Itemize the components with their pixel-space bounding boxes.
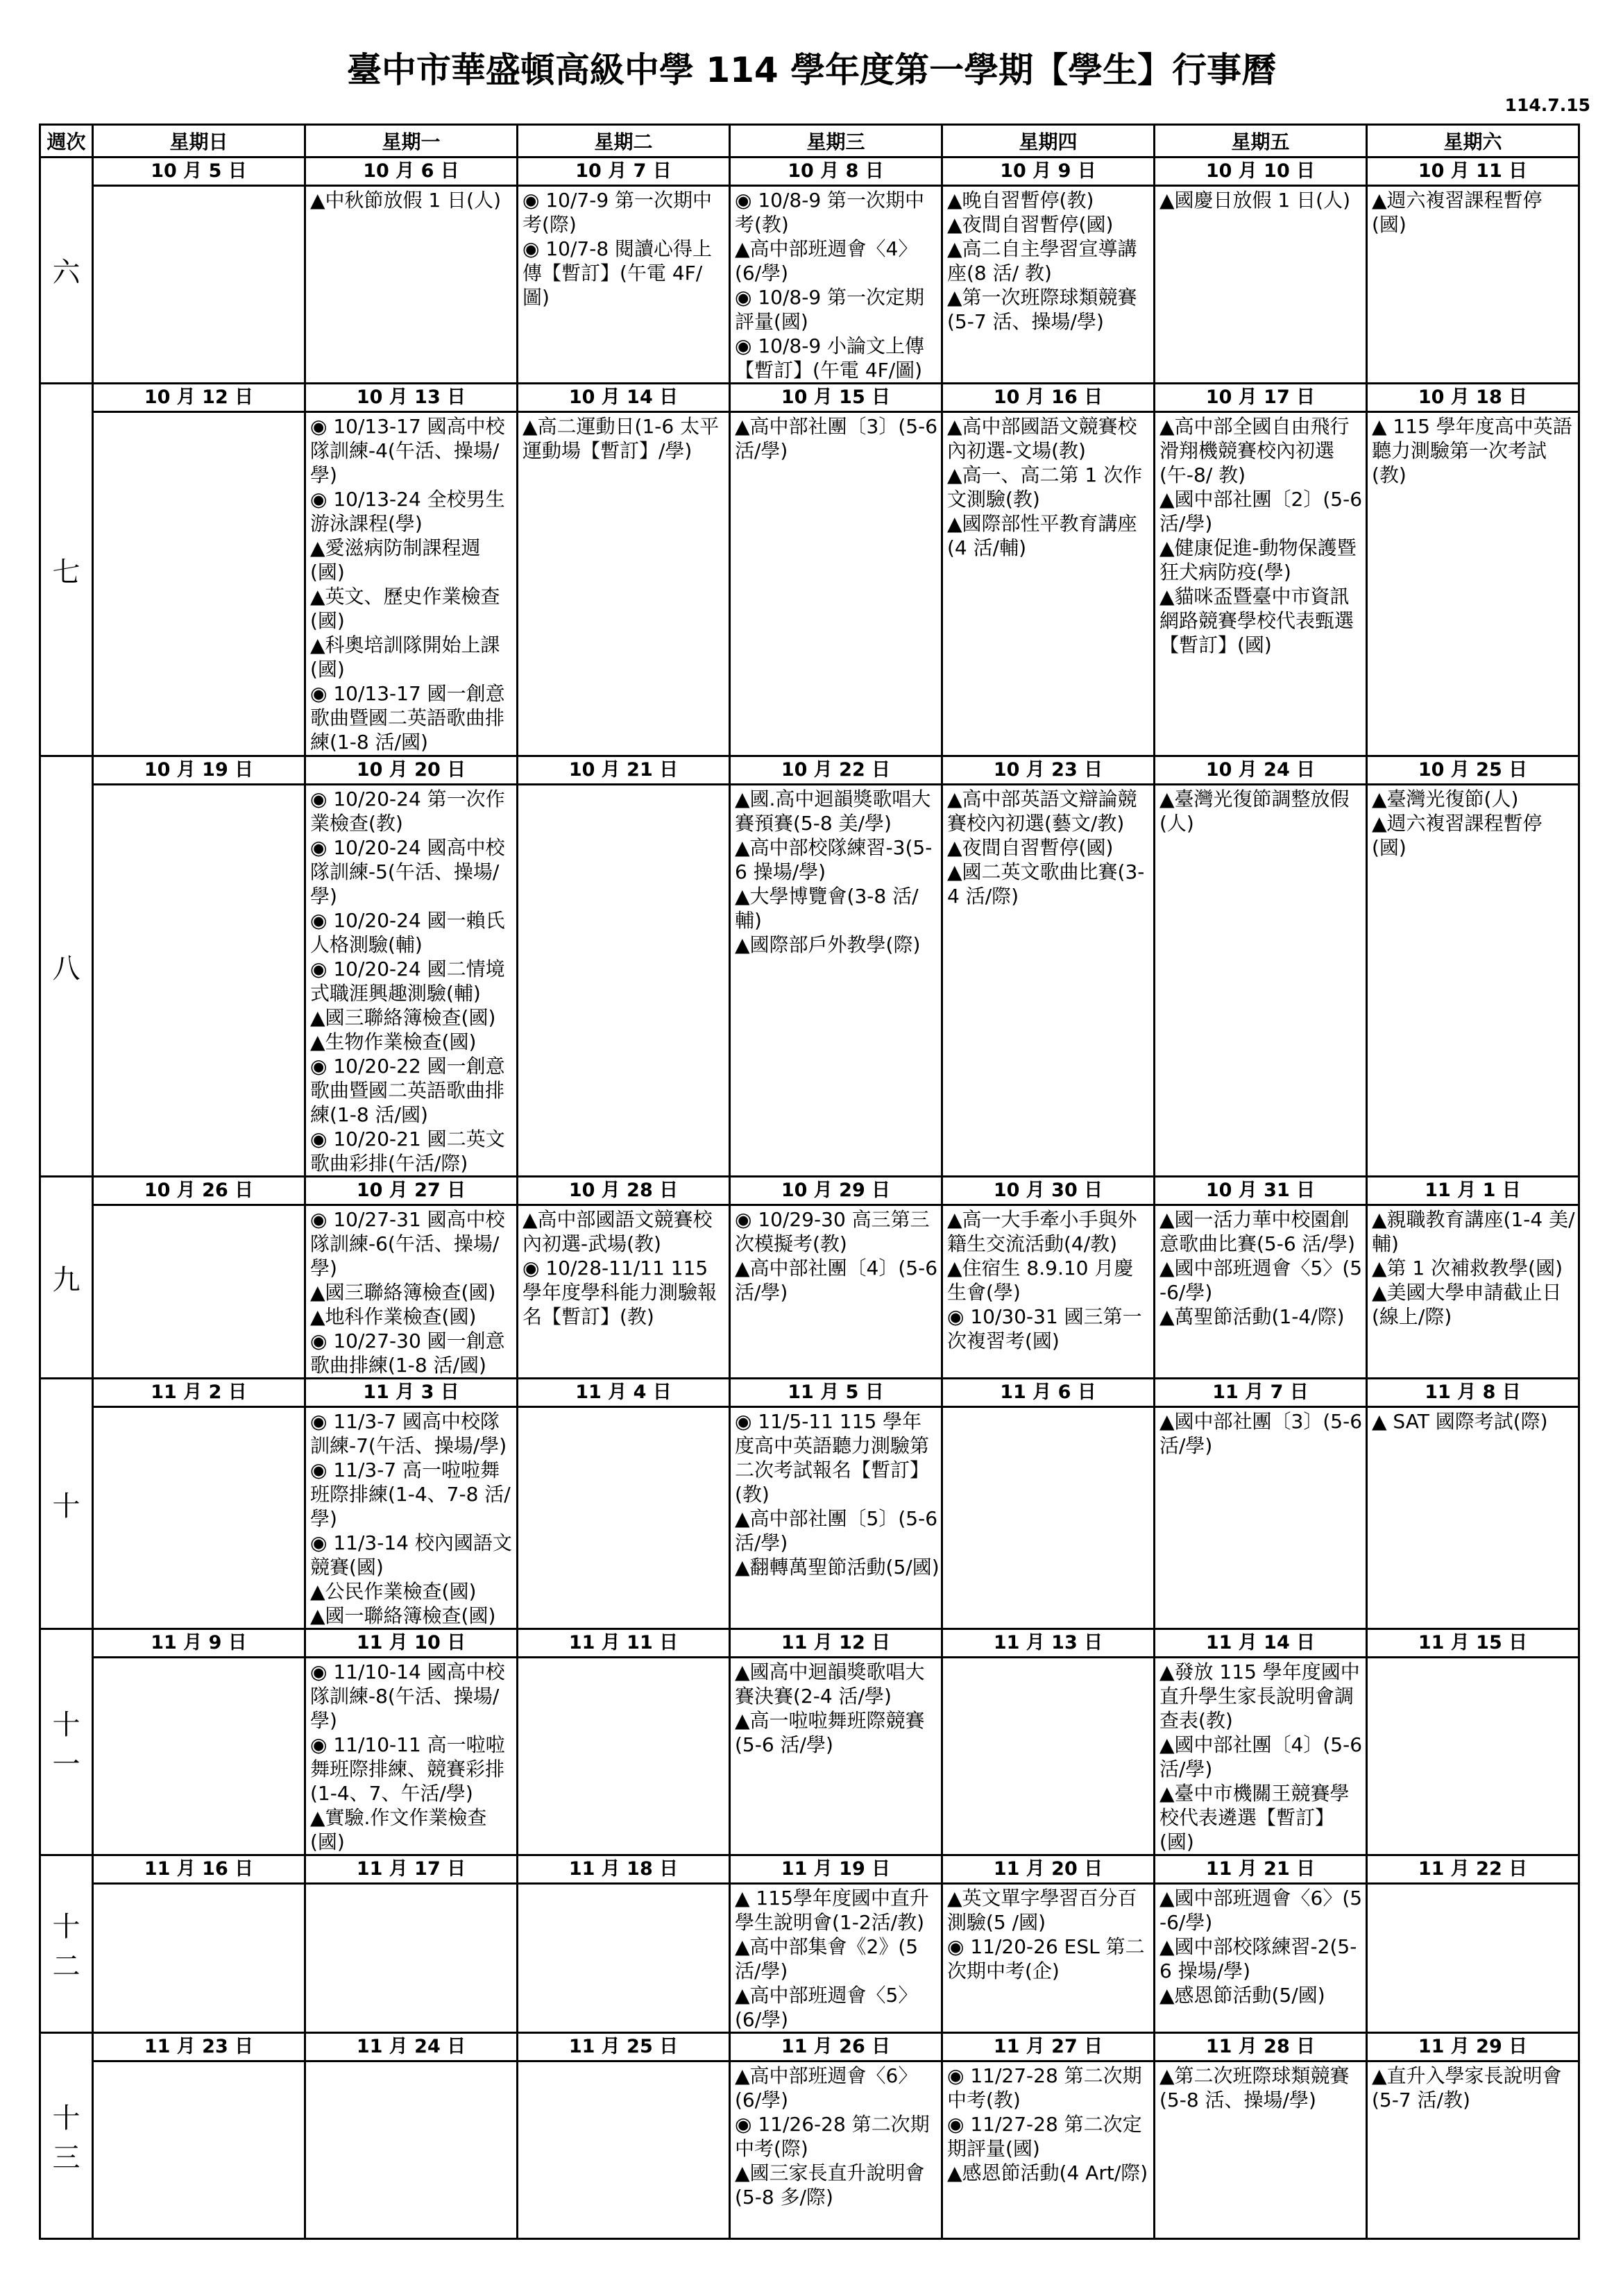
event-item: ◉ 10/8-9 小論文上傳【暫訂】(午電 4F/圖) (735, 334, 925, 382)
event-item: ▲國中部班週會〈6〉(5-6/學) (1159, 1887, 1363, 1934)
date-cell-sun: 10 月 5 日 (93, 158, 305, 186)
event-cell-sun (93, 412, 305, 756)
event-cell-mon (305, 785, 518, 1177)
event-item: ▲ SAT 國際考試(際) (1372, 1410, 1548, 1433)
event-item: ◉ 11/10-11 高一啦啦舞班際排練、競賽彩排(1-4、7、午活/學) (310, 1733, 505, 1805)
event-item: ▲臺灣光復節調整放假(人) (1159, 788, 1350, 835)
event-item: ▲高中部社團〔3〕(5-6 活/學) (735, 415, 938, 462)
event-cell-tue (518, 1884, 730, 2033)
date-row (40, 1855, 1579, 1884)
event-cell-sun (93, 1407, 305, 1629)
event-item: ▲國三聯絡簿檢查(國) (310, 1006, 496, 1029)
event-item: ▲高中部集會《2》(5 活/學) (735, 1935, 919, 1982)
event-item: ◉ 10/20-24 國一賴氏人格測驗(輔) (310, 909, 505, 956)
date-cell-wed: 11 月 12 日 (730, 1629, 942, 1658)
date-cell-mon: 10 月 6 日 (305, 158, 518, 186)
event-item: ◉ 10/20-21 國二英文歌曲彩排(午活/際) (310, 1128, 505, 1175)
date-row (40, 1379, 1579, 1407)
event-row (40, 785, 1579, 1177)
event-item: ▲國中部社團〔4〕(5-6 活/學) (1159, 1733, 1363, 1780)
event-cell-fri (1155, 2061, 1367, 2239)
event-cell-sun (93, 785, 305, 1177)
event-item: ▲週六複習課程暫停(國) (1372, 812, 1543, 859)
event-cell-thu (942, 412, 1155, 756)
event-item: ▲中秋節放假 1 日(人) (310, 189, 501, 212)
event-item: ▲高二運動日(1-6 太平運動場【暫訂】/學) (522, 415, 720, 462)
date-cell-tue: 11 月 11 日 (518, 1629, 730, 1658)
date-cell-fri: 11 月 21 日 (1155, 1855, 1367, 1884)
event-cell-tue (518, 412, 730, 756)
event-item: ▲國三聯絡簿檢查(國) (310, 1281, 496, 1304)
date-cell-tue: 10 月 7 日 (518, 158, 730, 186)
event-item: ▲第一次班際球類競賽(5-7 活、操場/學) (947, 286, 1137, 333)
event-item: ▲住宿生 8.9.10 月慶生會(學) (947, 1257, 1134, 1304)
event-cell-mon (305, 1205, 518, 1379)
date-cell-wed: 11 月 26 日 (730, 2033, 942, 2061)
event-cell-fri (1155, 1407, 1367, 1629)
date-cell-sun: 11 月 9 日 (93, 1629, 305, 1658)
event-cell-sat (1367, 1407, 1579, 1629)
event-cell-sat (1367, 1884, 1579, 2033)
event-item: ▲高中部英語文辯論競賽校內初選(藝文/教) (947, 788, 1137, 835)
event-item: ▲國慶日放假 1 日(人) (1159, 189, 1350, 212)
date-cell-thu: 10 月 23 日 (942, 756, 1155, 785)
event-row (40, 186, 1579, 384)
week-number: 九 (40, 1177, 93, 1379)
event-cell-thu (942, 785, 1155, 1177)
event-cell-thu (942, 1407, 1155, 1629)
date-cell-sun: 11 月 2 日 (93, 1379, 305, 1407)
page-title: 臺中市華盛頓高級中學 114 學年度第一學期【學生】行事曆 (346, 50, 1277, 90)
event-cell-sat (1367, 186, 1579, 384)
date-cell-tue: 10 月 14 日 (518, 384, 730, 412)
event-item: ◉ 10/20-24 國高中校隊訓練-5(午活、操場/學) (310, 836, 505, 908)
event-cell-fri (1155, 785, 1367, 1177)
event-cell-tue (518, 1658, 730, 1855)
event-item: ◉ 10/29-30 高三第三次模擬考(教) (735, 1208, 930, 1255)
event-item: ▲高中部全國自由飛行滑翔機競賽校內初選(午-8/ 教) (1159, 415, 1350, 486)
week-number: 六 (40, 158, 93, 384)
date-cell-mon: 10 月 27 日 (305, 1177, 518, 1205)
week-number: 十三 (40, 2033, 93, 2239)
date-cell-wed: 10 月 8 日 (730, 158, 942, 186)
event-item: ▲感恩節活動(4 Art/際) (947, 2161, 1148, 2184)
col-header-sun: 星期日 (93, 125, 305, 158)
event-item: ▲高中部校隊練習-3(5-6 操場/學) (735, 836, 933, 883)
event-item: ▲高一大手牽小手與外籍生交流活動(4/教) (947, 1208, 1137, 1255)
event-cell-thu (942, 2061, 1155, 2239)
date-row (40, 756, 1579, 785)
event-item: ▲健康促進-動物保護暨狂犬病防疫(學) (1159, 536, 1357, 584)
col-header-fri: 星期五 (1155, 125, 1367, 158)
event-item: ◉ 11/5-11 115 學年度高中英語聽力測驗第二次考試報名【暫訂】(教) (735, 1410, 930, 1506)
event-item: ◉ 10/8-9 第一次期中考(教) (735, 189, 925, 236)
event-item: ▲高一、高二第 1 次作文測驗(教) (947, 464, 1143, 511)
event-item: ▲高中部班週會〈6〉(6/學) (735, 2064, 918, 2111)
event-cell-sun (93, 186, 305, 384)
header-row (40, 125, 1579, 158)
event-cell-wed (730, 1884, 942, 2033)
event-cell-sat (1367, 1658, 1579, 1855)
event-cell-fri (1155, 186, 1367, 384)
event-item: ▲夜間自習暫停(國) (947, 213, 1114, 236)
event-item: ◉ 11/20-26 ESL 第二次期中考(企) (947, 1935, 1145, 1982)
event-cell-wed (730, 1407, 942, 1629)
event-item: ▲愛滋病防制課程週(國) (310, 536, 481, 584)
event-item: ◉ 10/27-31 國高中校隊訓練-6(午活、操場/學) (310, 1208, 505, 1279)
event-item: ▲英文單字學習百分百測驗(5 /國) (947, 1887, 1137, 1934)
date-cell-wed: 11 月 19 日 (730, 1855, 942, 1884)
col-header-sat: 星期六 (1367, 125, 1579, 158)
event-item: ▲親職教育講座(1-4 美/輔) (1372, 1208, 1575, 1255)
event-item: ◉ 11/27-28 第二次定期評量(國) (947, 2113, 1142, 2160)
col-header-wed: 星期三 (730, 125, 942, 158)
date-cell-thu: 10 月 16 日 (942, 384, 1155, 412)
event-item: ▲國高中迴韻獎歌唱大賽決賽(2-4 活/學) (735, 1660, 925, 1708)
event-item: ▲國中部校隊練習-2(5-6 操場/學) (1159, 1935, 1357, 1982)
event-item: ◉ 10/20-24 國二情境式職涯興趣測驗(輔) (310, 958, 505, 1005)
col-header-tue: 星期二 (518, 125, 730, 158)
event-item: ▲感恩節活動(5/國) (1159, 1984, 1325, 2007)
event-item: ▲萬聖節活動(1-4/際) (1159, 1305, 1345, 1328)
date-cell-sun: 10 月 26 日 (93, 1177, 305, 1205)
event-item: ▲美國大學申請截止日(線上/際) (1372, 1281, 1562, 1328)
date-cell-mon: 11 月 10 日 (305, 1629, 518, 1658)
date-cell-mon: 10 月 20 日 (305, 756, 518, 785)
date-cell-fri: 11 月 7 日 (1155, 1379, 1367, 1407)
event-item: ◉ 10/20-24 第一次作業檢查(教) (310, 788, 505, 835)
event-cell-mon (305, 2061, 518, 2239)
event-row (40, 1407, 1579, 1629)
col-header-mon: 星期一 (305, 125, 518, 158)
date-cell-fri: 10 月 10 日 (1155, 158, 1367, 186)
week-number: 十二 (40, 1855, 93, 2033)
event-cell-tue (518, 785, 730, 1177)
event-cell-thu (942, 1658, 1155, 1855)
date-cell-fri: 11 月 14 日 (1155, 1629, 1367, 1658)
event-item: ▲國際部性平教育講座(4 活/輔) (947, 512, 1137, 559)
event-item: ▲地科作業檢查(國) (310, 1305, 477, 1328)
date-cell-thu: 11 月 27 日 (942, 2033, 1155, 2061)
date-cell-mon: 11 月 17 日 (305, 1855, 518, 1884)
event-cell-fri (1155, 1884, 1367, 2033)
date-cell-tue: 11 月 4 日 (518, 1379, 730, 1407)
event-cell-wed (730, 412, 942, 756)
calendar-table (39, 124, 1580, 2240)
event-cell-mon (305, 412, 518, 756)
event-cell-wed (730, 785, 942, 1177)
date-cell-wed: 10 月 29 日 (730, 1177, 942, 1205)
event-cell-sun (93, 1884, 305, 2033)
event-item: ◉ 11/3-14 校內國語文競賽(國) (310, 1531, 512, 1579)
date-cell-fri: 11 月 28 日 (1155, 2033, 1367, 2061)
event-item: ▲生物作業檢查(國) (310, 1030, 477, 1053)
event-item: ▲國際部戶外教學(際) (735, 933, 921, 956)
date-cell-thu: 11 月 13 日 (942, 1629, 1155, 1658)
event-item: ◉ 10/30-31 國三第一次複習考(國) (947, 1305, 1142, 1352)
date-cell-sat: 10 月 18 日 (1367, 384, 1579, 412)
week-number: 八 (40, 756, 93, 1177)
event-cell-mon (305, 1884, 518, 2033)
version-date: 114.7.15 (1504, 95, 1590, 115)
event-item: ▲科奧培訓隊開始上課(國) (310, 633, 500, 681)
event-cell-sat (1367, 785, 1579, 1177)
date-row (40, 2033, 1579, 2061)
event-item: ▲國三家長直升說明會(5-8 多/際) (735, 2161, 925, 2209)
date-cell-sat: 11 月 29 日 (1367, 2033, 1579, 2061)
event-cell-wed (730, 1205, 942, 1379)
date-cell-sat: 11 月 22 日 (1367, 1855, 1579, 1884)
event-item: ◉ 11/3-7 國高中校隊訓練-7(午活、操場/學) (310, 1410, 507, 1457)
event-cell-sun (93, 1658, 305, 1855)
event-item: ▲英文、歷史作業檢查(國) (310, 585, 500, 632)
event-cell-tue (518, 186, 730, 384)
date-cell-thu: 10 月 30 日 (942, 1177, 1155, 1205)
event-item: ▲ 115 學年度高中英語聽力測驗第一次考試(教) (1372, 415, 1572, 486)
date-cell-sun: 11 月 23 日 (93, 2033, 305, 2061)
date-cell-fri: 10 月 24 日 (1155, 756, 1367, 785)
event-item: ◉ 10/20-22 國一創意歌曲暨國二英語歌曲排練(1-8 活/國) (310, 1055, 505, 1126)
date-cell-mon: 11 月 24 日 (305, 2033, 518, 2061)
event-item: ▲臺中市機關王競賽學校代表遴選【暫訂】(國) (1159, 1782, 1350, 1853)
date-cell-sun: 10 月 12 日 (93, 384, 305, 412)
event-item: ◉ 10/7-9 第一次期中考(際) (522, 189, 713, 236)
event-item: ▲高中部班週會〈4〉(6/學) (735, 237, 918, 284)
event-item: ▲國一聯絡簿檢查(國) (310, 1604, 496, 1627)
event-row (40, 1884, 1579, 2033)
event-cell-wed (730, 1658, 942, 1855)
date-cell-sat: 10 月 11 日 (1367, 158, 1579, 186)
date-cell-sat: 10 月 25 日 (1367, 756, 1579, 785)
date-row (40, 1629, 1579, 1658)
date-cell-tue: 11 月 18 日 (518, 1855, 730, 1884)
event-item: ◉ 10/27-30 國一創意歌曲排練(1-8 活/國) (310, 1329, 505, 1377)
event-cell-thu (942, 1205, 1155, 1379)
event-item: ▲大學博覽會(3-8 活/輔) (735, 885, 919, 932)
event-cell-sun (93, 1205, 305, 1379)
event-item: ▲國.高中迴韻獎歌唱大賽預賽(5-8 美/學) (735, 788, 931, 835)
event-cell-tue (518, 1205, 730, 1379)
event-row (40, 2061, 1579, 2239)
event-item: ▲公民作業檢查(國) (310, 1580, 477, 1603)
event-item: ▲高二自主學習宣導講座(8 活/ 教) (947, 237, 1137, 284)
date-cell-mon: 10 月 13 日 (305, 384, 518, 412)
date-cell-mon: 11 月 3 日 (305, 1379, 518, 1407)
date-cell-wed: 11 月 5 日 (730, 1379, 942, 1407)
event-item: ▲高中部班週會〈5〉(6/學) (735, 1984, 918, 2031)
date-cell-sat: 11 月 1 日 (1367, 1177, 1579, 1205)
event-item: ▲國一活力華中校園創意歌曲比賽(5-6 活/學) (1159, 1208, 1355, 1255)
event-item: ▲ 115學年度國中直升學生說明會(1-2活/教) (735, 1887, 929, 1934)
event-item: ▲夜間自習暫停(國) (947, 836, 1114, 859)
date-cell-thu: 11 月 6 日 (942, 1379, 1155, 1407)
event-cell-tue (518, 1407, 730, 1629)
date-cell-tue: 10 月 28 日 (518, 1177, 730, 1205)
date-cell-fri: 10 月 17 日 (1155, 384, 1367, 412)
event-item: ▲高中部社團〔4〕(5-6 活/學) (735, 1257, 938, 1304)
event-item: ▲高中部社團〔5〕(5-6 活/學) (735, 1507, 938, 1554)
event-item: ▲第二次班際球類競賽(5-8 活、操場/學) (1159, 2064, 1350, 2111)
date-cell-fri: 10 月 31 日 (1155, 1177, 1367, 1205)
event-item: ▲高中部國語文競賽校內初選-文場(教) (947, 415, 1137, 462)
event-item: ▲國中部社團〔2〕(5-6 活/學) (1159, 488, 1363, 535)
event-item: ▲貓咪盃暨臺中市資訊網路競賽學校代表甄選【暫訂】(國) (1159, 585, 1354, 656)
event-cell-sat (1367, 1205, 1579, 1379)
event-cell-thu (942, 1884, 1155, 2033)
event-item: ◉ 10/13-17 國高中校隊訓練-4(午活、操場/學) (310, 415, 505, 486)
week-number: 十 (40, 1379, 93, 1629)
date-cell-sun: 11 月 16 日 (93, 1855, 305, 1884)
event-item: ◉ 10/13-24 全校男生游泳課程(學) (310, 488, 505, 535)
event-item: ▲臺灣光復節(人) (1372, 788, 1519, 810)
week-number: 七 (40, 384, 93, 756)
event-item: ◉ 11/26-28 第二次期中考(際) (735, 2113, 930, 2160)
event-item: ◉ 11/3-7 高一啦啦舞班際排練(1-4、7-8 活/學) (310, 1459, 511, 1530)
col-header-thu: 星期四 (942, 125, 1155, 158)
event-item: ◉ 10/8-9 第一次定期評量(國) (735, 286, 925, 333)
event-item: ◉ 11/10-14 國高中校隊訓練-8(午活、操場/學) (310, 1660, 505, 1732)
date-row (40, 158, 1579, 186)
event-item: ▲週六複習課程暫停(國) (1372, 189, 1543, 236)
event-item: ▲實驗.作文作業檢查(國) (310, 1806, 487, 1853)
event-cell-thu (942, 186, 1155, 384)
event-cell-sun (93, 2061, 305, 2239)
event-item: ▲晚自習暫停(教) (947, 189, 1094, 212)
event-cell-fri (1155, 1658, 1367, 1855)
event-item: ▲高中部國語文競賽校內初選-武場(教) (522, 1208, 713, 1255)
event-item: ▲翻轉萬聖節活動(5/國) (735, 1556, 940, 1579)
event-item: ◉ 10/28-11/11 115 學年度學科能力測驗報名【暫訂】(教) (522, 1257, 717, 1328)
date-row (40, 1177, 1579, 1205)
calendar-body (40, 158, 1579, 2239)
event-cell-sat (1367, 412, 1579, 756)
event-cell-mon (305, 1658, 518, 1855)
date-cell-tue: 11 月 25 日 (518, 2033, 730, 2061)
week-number: 十一 (40, 1629, 93, 1855)
event-row (40, 412, 1579, 756)
event-item: ▲國中部社團〔3〕(5-6 活/學) (1159, 1410, 1363, 1457)
col-header-week: 週次 (40, 125, 93, 158)
event-cell-fri (1155, 412, 1367, 756)
event-item: ▲國二英文歌曲比賽(3-4 活/際) (947, 860, 1145, 908)
date-cell-thu: 10 月 9 日 (942, 158, 1155, 186)
date-cell-tue: 10 月 21 日 (518, 756, 730, 785)
event-cell-mon (305, 1407, 518, 1629)
event-row (40, 1658, 1579, 1855)
date-cell-thu: 11 月 20 日 (942, 1855, 1155, 1884)
event-cell-mon (305, 186, 518, 384)
date-cell-wed: 10 月 22 日 (730, 756, 942, 785)
event-cell-tue (518, 2061, 730, 2239)
event-cell-wed (730, 2061, 942, 2239)
event-item: ◉ 11/27-28 第二次期中考(教) (947, 2064, 1142, 2111)
date-cell-sun: 10 月 19 日 (93, 756, 305, 785)
event-item: ▲國中部班週會〈5〉(5-6/學) (1159, 1257, 1363, 1304)
event-cell-sat (1367, 2061, 1579, 2239)
event-item: ▲高一啦啦舞班際競賽(5-6 活/學) (735, 1709, 925, 1756)
event-row (40, 1205, 1579, 1379)
event-cell-fri (1155, 1205, 1367, 1379)
event-item: ◉ 10/13-17 國一創意歌曲暨國二英語歌曲排練(1-8 活/國) (310, 682, 505, 754)
date-cell-wed: 10 月 15 日 (730, 384, 942, 412)
event-item: ▲發放 115 學年度國中直升學生家長說明會調查表(教) (1159, 1660, 1360, 1732)
date-cell-sat: 11 月 8 日 (1367, 1379, 1579, 1407)
event-item: ▲直升入學家長說明會(5-7 活/教) (1372, 2064, 1562, 2111)
event-item: ◉ 10/7-8 閱讀心得上傳【暫訂】(午電 4F/圖) (522, 237, 713, 309)
date-row (40, 384, 1579, 412)
date-cell-sat: 11 月 15 日 (1367, 1629, 1579, 1658)
event-item: ▲第 1 次補救教學(國) (1372, 1257, 1563, 1279)
event-cell-wed (730, 186, 942, 384)
